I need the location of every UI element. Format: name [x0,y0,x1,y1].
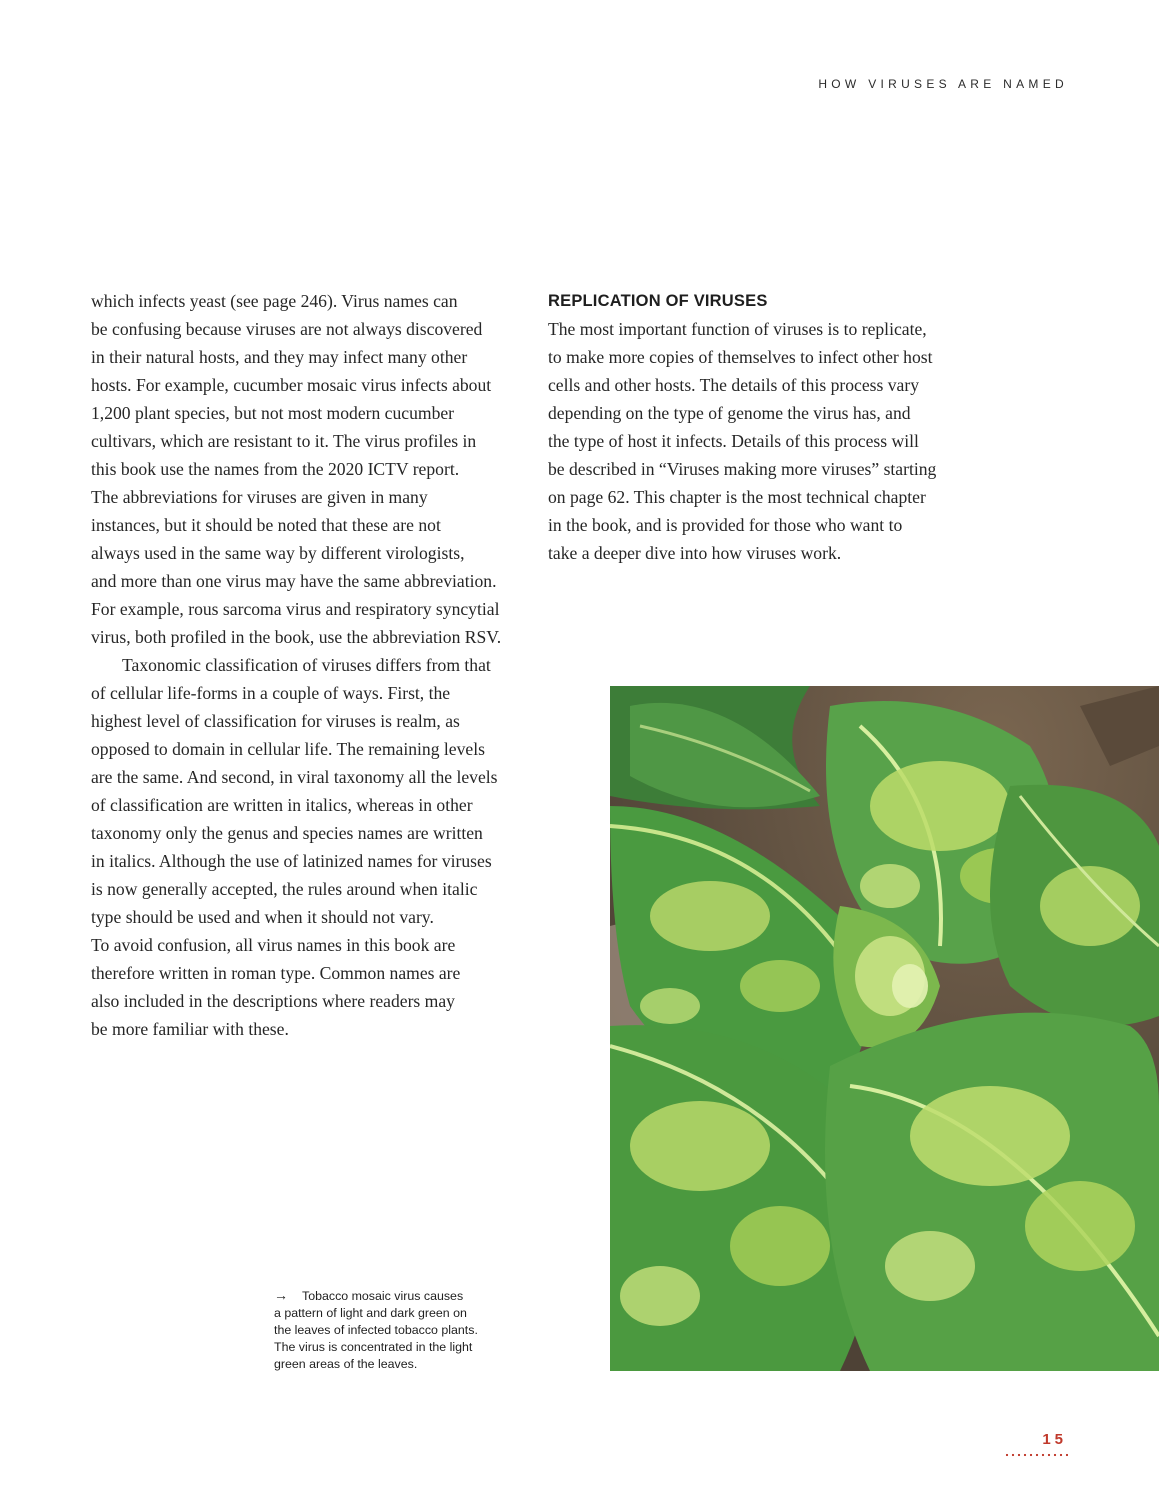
text-line: therefore written in roman type. Common names are [91,963,461,983]
text-line: highest level of classification for viruses is realm, as [91,711,460,731]
text-line: cultivars, which are resistant to it. The virus profiles in [91,431,477,451]
text-line: to make more copies of themselves to infect other host [548,347,933,367]
left-column [91,287,526,1043]
text-line: in their natural hosts, and they may infect many other [91,347,468,367]
text-line: this book use the names from the 2020 ICTV report. [91,459,460,479]
text-line: are the same. And second, in viral taxonomy all the levels [91,767,498,787]
text-line: taxonomy only the genus and species names are written [91,823,483,843]
tobacco-leaves-photo [610,686,1159,1371]
caption-line: the leaves of infected tobacco plants. [274,1323,478,1337]
caption-line: The virus is concentrated in the light [274,1340,473,1354]
caption-line [274,1287,524,1305]
text-line: The abbreviations for viruses are given in many [91,487,428,507]
text-line: be confusing because viruses are not always discovered [91,319,483,339]
text-line: in the book, and is provided for those who want to [548,515,903,535]
text-line: which infects yeast (see page 246). Virus names can [91,291,458,311]
text-line: opposed to domain in cellular life. The remaining levels [91,739,485,759]
text-line: To avoid confusion, all virus names in this book are [91,935,456,955]
text-line: cells and other hosts. The details of this process vary [548,375,920,395]
paragraph-2 [91,651,526,1043]
text-line: also included in the descriptions where readers may [91,991,455,1011]
text-line: Taxonomic classification of viruses differs from that [122,655,491,675]
text-line: is now generally accepted, the rules around when italic [91,879,478,899]
caption-line: green areas of the leaves. [274,1357,418,1371]
text-line: depending on the type of genome the virus has, and [548,403,911,423]
text-line: instances, but it should be noted that these are not [91,515,441,535]
text-line: The most important function of viruses is to replicate, [548,319,927,339]
text-line: be more familiar with these. [91,1019,289,1039]
text-line: and more than one virus may have the same abbreviation. [91,571,497,591]
section-heading: REPLICATION OF VIRUSES [548,292,768,310]
caption-line: a pattern of light and dark green on [274,1306,467,1320]
arrow-right-icon: → [274,1287,288,1303]
text-line: be described in “Viruses making more viruses” starting [548,459,937,479]
running-head: HOW VIRUSES ARE NAMED [818,77,1068,91]
page-number-dots [1004,1452,1068,1458]
text-line: of classification are written in italics, whereas in other [91,795,473,815]
figure-caption [274,1287,524,1373]
text-line: on page 62. This chapter is the most technical chapter [548,487,926,507]
tobacco-leaves-illustration [610,686,1159,1371]
text-line: always used in the same way by different virologists, [91,543,465,563]
text-line: 1,200 plant species, but not most modern cucumber [91,403,455,423]
text-line: in italics. Although the use of latinized names for viruses [91,851,492,871]
text-line: For example, rous sarcoma virus and respiratory syncytial [91,599,500,619]
paragraph-1 [91,287,526,651]
text-line: of cellular life-forms in a couple of ways. First, the [91,683,451,703]
text-line: the type of host it infects. Details of this process will [548,431,919,451]
section-paragraph [548,315,988,567]
text-line: take a deeper dive into how viruses work. [548,543,842,563]
caption-text: Tobacco mosaic virus causes [302,1289,464,1303]
right-column [548,287,988,567]
text-line: virus, both profiled in the book, use the abbreviation RSV. [91,627,502,647]
page-number: 15 [1042,1431,1067,1448]
text-line: hosts. For example, cucumber mosaic virus infects about [91,375,492,395]
text-line: type should be used and when it should not vary. [91,907,434,927]
